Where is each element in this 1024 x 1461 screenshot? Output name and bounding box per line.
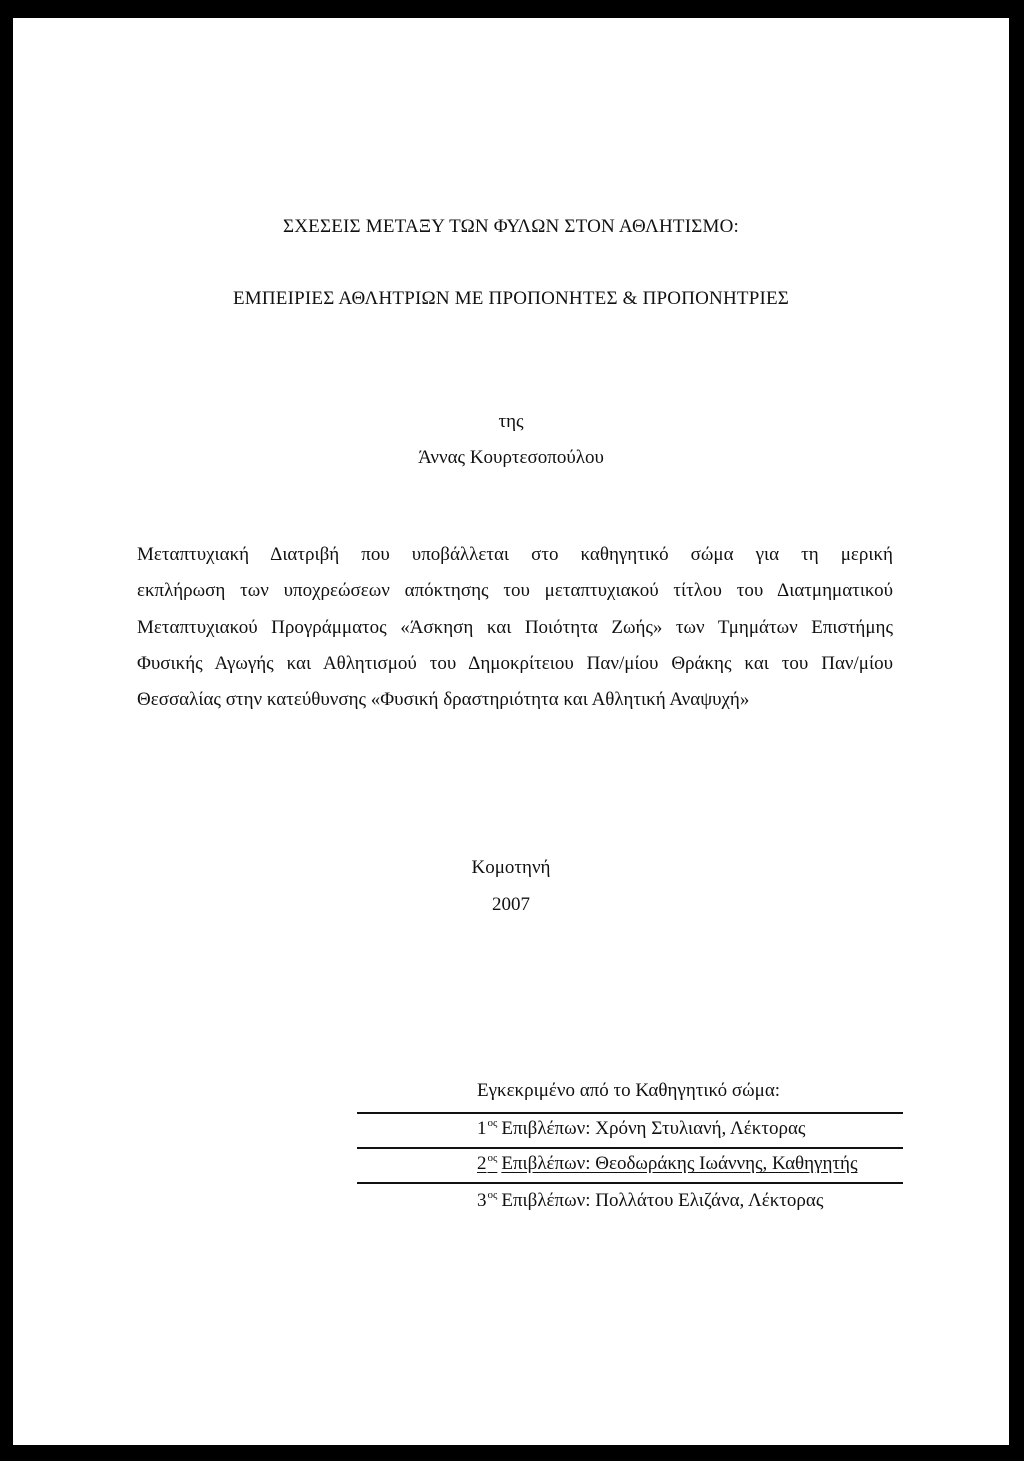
member-text: Επιβλέπων: Χρόνη Στυλιανή, Λέκτορας	[501, 1118, 806, 1139]
signature-rule	[357, 1112, 903, 1114]
author-prefix: της	[498, 411, 524, 432]
author-name: Άννας Κουρτεσοπούλου	[418, 447, 604, 468]
committee-member-2	[477, 1152, 858, 1175]
description-line: Φυσικής Αγωγής και Αθλητισμού του Δημοκρίτειου Παν/μίου Θράκης και του Παν/μίου	[137, 653, 893, 674]
year: 2007	[492, 894, 530, 915]
document-page	[13, 18, 1009, 1445]
place-name: Κομοτηνή	[471, 857, 551, 878]
description-line: Θεσσαλίας στην κατεύθυνσης «Φυσική δραστηριότητα και Αθλητική Αναψυχή»	[137, 689, 750, 710]
thesis-title-line-2: ΕΜΠΕΙΡΙΕΣ ΑΘΛΗΤΡΙΩΝ ΜΕ ΠΡΟΠΟΝΗΤΕΣ & ΠΡΟΠΟΝΗΤΡΙΕΣ	[232, 288, 790, 309]
signature-rule	[357, 1147, 903, 1149]
ordinal-suffix: ος	[487, 1152, 498, 1164]
signature-rule	[357, 1182, 903, 1184]
description-line: εκπλήρωση των υποχρεώσεων απόκτησης του μεταπτυχιακού τίτλου του Διατμηματικού	[137, 580, 893, 601]
description-line: Μεταπτυχιακή Διατριβή που υποβάλλεται στο καθηγητικό σώμα για τη μερική	[137, 544, 893, 565]
description-line: Μεταπτυχιακού Προγράμματος «Άσκηση και Ποιότητα Ζωής» των Τμημάτων Επιστήμης	[137, 617, 893, 638]
approval-heading: Εγκεκριμένο από το Καθηγητικό σώμα:	[477, 1080, 781, 1101]
member-number: 1	[477, 1118, 487, 1139]
member-text: Επιβλέπων: Θεοδωράκης Ιωάννης, Καθηγητής	[501, 1153, 858, 1174]
committee-member-1	[477, 1117, 805, 1140]
committee-member-3	[477, 1189, 823, 1212]
ordinal-suffix: ος	[487, 1189, 498, 1201]
member-number: 2	[477, 1153, 487, 1174]
member-text: Επιβλέπων: Πολλάτου Ελιζάνα, Λέκτορας	[501, 1190, 824, 1211]
member-number: 3	[477, 1190, 487, 1211]
thesis-title-line-1: ΣΧΕΣΕΙΣ ΜΕΤΑΞΥ ΤΩΝ ΦΥΛΩΝ ΣΤΟΝ ΑΘΛΗΤΙΣΜΟ:	[282, 216, 740, 237]
ordinal-suffix: ος	[487, 1117, 498, 1129]
